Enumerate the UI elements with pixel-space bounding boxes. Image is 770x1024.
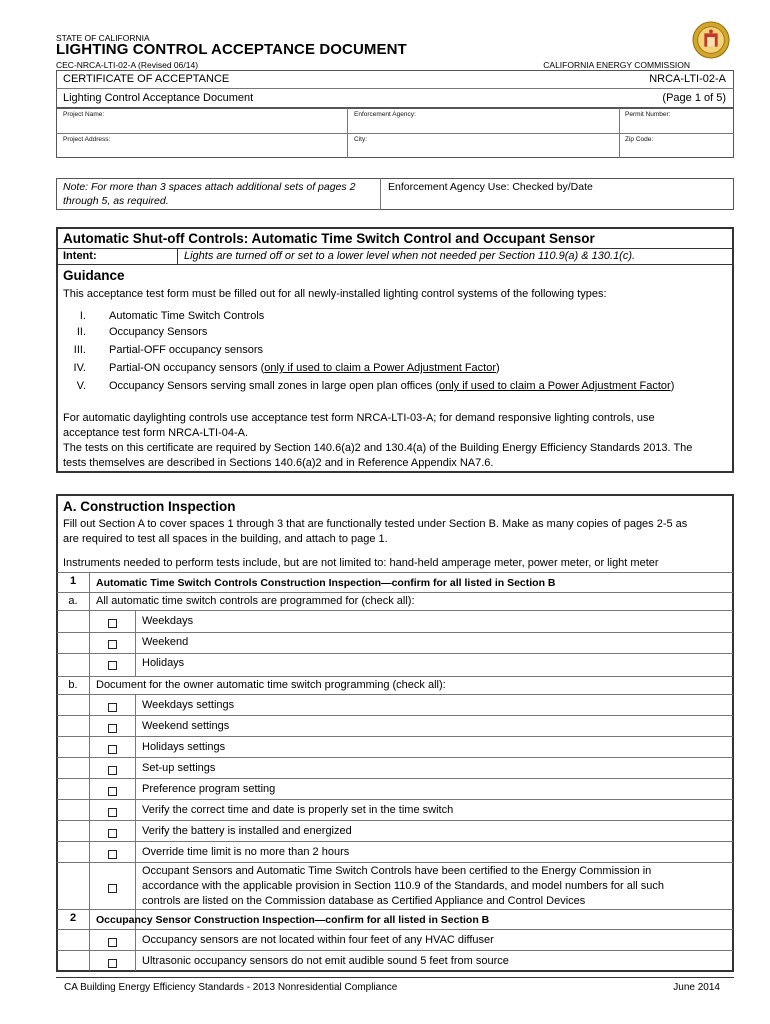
list-item: [109, 362, 500, 374]
verify-battery-checkbox[interactable]: [108, 829, 117, 838]
certified-line2: accordance with the applicable provision in Section 110.9 of the Standards, and model numbers for all such: [142, 880, 664, 892]
list-item-condition: only if used to claim a Power Adjustment Factor: [438, 380, 671, 392]
project-address-field[interactable]: Project Address:: [63, 136, 111, 143]
enforcement-use-label[interactable]: Enforcement Agency Use: Checked by/Date: [388, 181, 593, 193]
holidays-settings-label: Holidays settings: [142, 741, 226, 753]
city-field[interactable]: City:: [354, 136, 367, 143]
holidays-checkbox[interactable]: [108, 661, 117, 670]
agency-label: CALIFORNIA ENERGY COMMISSION: [543, 60, 690, 70]
certified-line3: controls are listed on the Commission database as Certified Appliance and Control Devices: [142, 895, 586, 907]
footer-date: June 2014: [673, 982, 720, 993]
item-1-heading: Automatic Time Switch Controls Construction Inspection—confirm for all listed in Section B: [96, 577, 556, 589]
certified-line1: Occupant Sensors and Automatic Time Switch Controls have been certified to the Energy Commission in: [142, 865, 652, 877]
intent-text: Lights are turned off or set to a lower level when not needed per Section 110.9(a) & 130.1(c).: [184, 250, 636, 262]
intent-label: Intent:: [63, 250, 97, 262]
construction-intro-line1: Fill out Section A to cover spaces 1 through 3 that are functionally tested under Section B. Make as many copies of pages 2-5 as: [63, 518, 688, 530]
guidance-intro: This acceptance test form must be filled out for all newly-installed lighting control systems of the following types:: [63, 288, 607, 300]
list-item-text: Partial-ON occupancy sensors (: [109, 362, 265, 374]
list-num: V.: [76, 380, 86, 392]
daylighting-para-line2: acceptance test form NRCA-LTI-04-A.: [63, 427, 249, 439]
item-1a-text: All automatic time switch controls are programmed for (check all):: [96, 595, 415, 607]
holidays-label: Holidays: [142, 657, 185, 669]
list-item: Partial-OFF occupancy sensors: [109, 344, 264, 356]
list-num: III.: [73, 344, 86, 356]
enforcement-agency-field[interactable]: Enforcement Agency:: [354, 111, 416, 118]
ultrasonic-sound-label: Ultrasonic occupancy sensors do not emit audible sound 5 feet from source: [142, 955, 509, 967]
preference-program-checkbox[interactable]: [108, 787, 117, 796]
zip-code-field[interactable]: Zip Code:: [625, 136, 654, 143]
state-label: STATE OF CALIFORNIA: [56, 33, 150, 43]
list-num: IV.: [73, 362, 86, 374]
weekdays-checkbox[interactable]: [108, 619, 117, 628]
item-1a-number: a.: [68, 595, 78, 607]
list-num: I.: [79, 310, 86, 322]
weekend-settings-checkbox[interactable]: [108, 724, 117, 733]
list-num: II.: [76, 326, 86, 338]
permit-number-field[interactable]: Permit Number:: [625, 111, 671, 118]
list-item: [109, 380, 674, 392]
hvac-diffuser-label: Occupancy sensors are not located within four feet of any HVAC diffuser: [142, 934, 494, 946]
form-code: NRCA-LTI-02-A: [649, 73, 726, 85]
item-2-number: 2: [69, 912, 77, 924]
weekdays-label: Weekdays: [142, 615, 194, 627]
weekend-settings-label: Weekend settings: [142, 720, 230, 732]
standards-para-line1: The tests on this certificate are required by Section 140.6(a)2 and 130.4(a) of the Building Energy Efficiency Standards 2013. The: [63, 442, 693, 454]
certified-devices-checkbox[interactable]: [108, 884, 117, 893]
preference-program-label: Preference program setting: [142, 783, 276, 795]
revision-label: CEC-NRCA-LTI-02-A (Revised 06/14): [56, 60, 199, 70]
hvac-diffuser-checkbox[interactable]: [108, 938, 117, 947]
verify-battery-label: Verify the battery is installed and energized: [142, 825, 352, 837]
california-seal-icon: [692, 21, 730, 59]
instruments-text: Instruments needed to perform tests include, but are not limited to: hand-held amperage meter, power meter, or light meter: [63, 557, 659, 569]
standards-para-line2: tests themselves are described in Sections 140.6(a)2 and in Reference Appendix NA7.6.: [63, 457, 494, 469]
verify-time-checkbox[interactable]: [108, 808, 117, 817]
certificate-label: CERTIFICATE OF ACCEPTANCE: [63, 73, 230, 85]
list-item-condition: only if used to claim a Power Adjustment Factor: [264, 362, 496, 374]
item-1b-number: b.: [68, 679, 78, 691]
list-item: Occupancy Sensors: [109, 326, 208, 338]
weekend-checkbox[interactable]: [108, 640, 117, 649]
verify-time-label: Verify the correct time and date is properly set in the time switch: [142, 804, 454, 816]
footer-standards: CA Building Energy Efficiency Standards - 2013 Nonresidential Compliance: [64, 982, 398, 993]
construction-title: A. Construction Inspection: [63, 499, 236, 514]
override-limit-label: Override time limit is no more than 2 hours: [142, 846, 350, 858]
weekdays-settings-label: Weekdays settings: [142, 699, 235, 711]
setup-settings-label: Set-up settings: [142, 762, 216, 774]
footer-rule: [56, 977, 734, 978]
note-text-line1: Note: For more than 3 spaces attach additional sets of pages 2: [63, 181, 356, 193]
auto-shutoff-title: Automatic Shut-off Controls: Automatic Time Switch Control and Occupant Sensor: [63, 231, 595, 246]
setup-settings-checkbox[interactable]: [108, 766, 117, 775]
item-1-number: 1: [69, 575, 77, 587]
guidance-title: Guidance: [63, 268, 125, 283]
holidays-settings-checkbox[interactable]: [108, 745, 117, 754]
list-item-close: ): [670, 380, 675, 392]
weekdays-settings-checkbox[interactable]: [108, 703, 117, 712]
weekend-label: Weekend: [142, 636, 189, 648]
override-limit-checkbox[interactable]: [108, 850, 117, 859]
doc-name: Lighting Control Acceptance Document: [63, 92, 254, 104]
list-item: Automatic Time Switch Controls: [109, 310, 265, 322]
list-item-close: ): [496, 362, 500, 374]
construction-intro-line2: are required to test all spaces in the building, and attach to page 1.: [63, 533, 388, 545]
daylighting-para-line1: For automatic daylighting controls use acceptance test form NRCA-LTI-03-A; for demand responsive lighting controls, use: [63, 412, 655, 424]
document-title: LIGHTING CONTROL ACCEPTANCE DOCUMENT: [56, 41, 407, 58]
item-1b-text: Document for the owner automatic time switch programming (check all):: [96, 679, 446, 691]
item-2-heading: Occupancy Sensor Construction Inspection—confirm for all listed in Section B: [96, 914, 490, 926]
page-indicator: (Page 1 of 5): [662, 92, 726, 104]
project-name-field[interactable]: Project Name:: [63, 111, 105, 118]
list-item-text: Occupancy Sensors serving small zones in large open plan offices (: [109, 380, 439, 392]
ultrasonic-sound-checkbox[interactable]: [108, 959, 117, 968]
note-text-line2: through 5, as required.: [63, 195, 169, 207]
